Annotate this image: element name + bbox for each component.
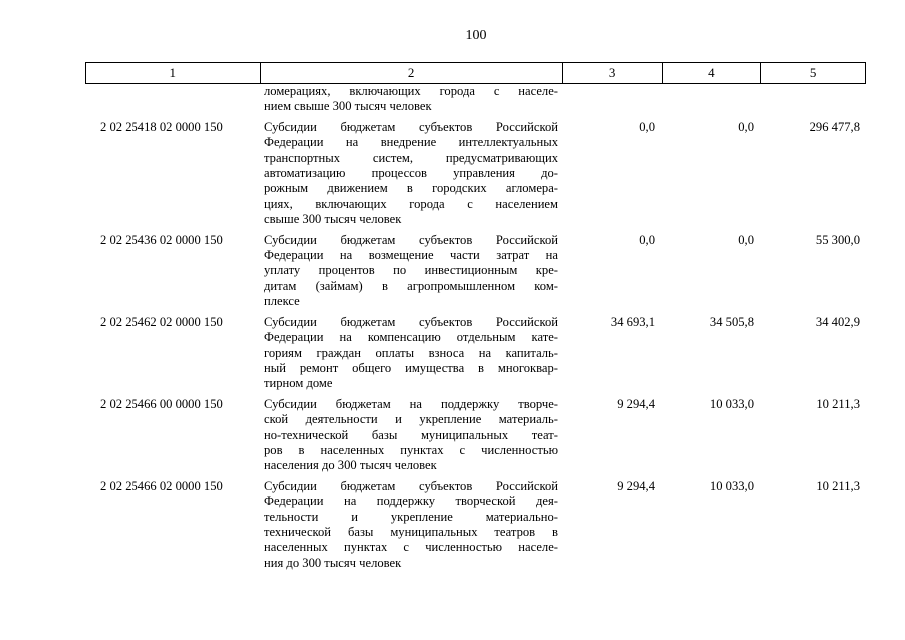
column-header-2: 2 xyxy=(261,63,563,83)
row-value-4: 0,0 xyxy=(738,119,754,134)
row-code: 2 02 25466 00 0000 150 xyxy=(100,396,223,411)
row-value-4: 34 505,8 xyxy=(709,314,754,329)
row-value-5: 55 300,0 xyxy=(815,232,860,247)
row-value-5: 34 402,9 xyxy=(815,314,860,329)
row-code: 2 02 25436 02 0000 150 xyxy=(100,232,223,247)
row-code xyxy=(85,84,260,89)
column-header-1: 1 xyxy=(86,63,261,83)
description-line: Субсидии бюджетам субъектов Российской xyxy=(264,478,558,493)
row-description xyxy=(260,84,563,115)
row-value-3: 9 294,4 xyxy=(617,478,655,493)
description-line: тельности и укрепление материально- xyxy=(264,509,558,524)
description-line: ров в населенных пунктах с численностью xyxy=(264,442,558,457)
row-code: 2 02 25466 02 0000 150 xyxy=(100,478,223,493)
row-value-5: 10 211,3 xyxy=(816,396,860,411)
description-line: населения до 300 тысяч человек xyxy=(264,458,437,473)
description-line: циях, включающих города с населением xyxy=(264,196,558,211)
description-line: населенных пунктах с численностью населе- xyxy=(264,540,558,555)
row-value-3: 0,0 xyxy=(639,119,655,134)
description-line: ломерациях, включающих города с населе- xyxy=(264,84,558,98)
table-body xyxy=(85,84,866,571)
description-line: но-технической базы муниципальных теат- xyxy=(264,427,558,442)
description-line: ской деятельности и укрепление материаль- xyxy=(264,412,558,427)
row-description xyxy=(260,310,563,392)
description-line: тирном доме xyxy=(264,376,333,391)
description-line: Субсидии бюджетам на поддержку творче- xyxy=(264,396,558,411)
column-header-4: 4 xyxy=(663,63,762,83)
description-line: Субсидии бюджетам субъектов Российской xyxy=(264,314,558,329)
table-row-continuation xyxy=(85,84,866,115)
description-line: транспортных систем, предусматривающих xyxy=(264,150,558,165)
row-value-5: 10 211,3 xyxy=(816,478,860,493)
row-value-3: 9 294,4 xyxy=(617,396,655,411)
row-code: 2 02 25418 02 0000 150 xyxy=(100,119,223,134)
description-line: Федерации на компенсацию отдельным кате- xyxy=(264,330,558,345)
description-line: рожным движением в городских агломера- xyxy=(264,181,558,196)
row-value-5: 296 477,8 xyxy=(809,119,860,134)
row-description xyxy=(260,474,563,571)
description-line: уплату процентов по инвестиционным кре- xyxy=(264,263,558,278)
description-line: гориям граждан оплаты взноса на капиталь- xyxy=(264,345,558,360)
row-value-3 xyxy=(563,84,663,89)
column-header-5: 5 xyxy=(809,65,817,80)
description-line: технической базы муниципальных театров в xyxy=(264,524,558,539)
table-row xyxy=(85,392,866,474)
row-description xyxy=(260,228,563,310)
row-value-4: 0,0 xyxy=(738,232,754,247)
description-line: нием свыше 300 тысяч человек xyxy=(264,99,432,114)
row-value-4: 10 033,0 xyxy=(709,478,754,493)
description-line: дитам (займам) в агропромышленном ком- xyxy=(264,278,558,293)
description-line: автоматизацию процессов управления до- xyxy=(264,166,558,181)
table-row xyxy=(85,115,866,228)
row-value-5 xyxy=(762,84,866,89)
description-line: ния до 300 тысяч человек xyxy=(264,555,402,570)
description-line: Субсидии бюджетам субъектов Российской xyxy=(264,119,558,134)
row-value-4 xyxy=(663,84,762,89)
table-row xyxy=(85,228,866,310)
column-header-3: 3 xyxy=(563,63,663,83)
description-line: ный ремонт общего имущества в многоквар- xyxy=(264,360,558,375)
row-value-3: 34 693,1 xyxy=(610,314,655,329)
row-value-3: 0,0 xyxy=(639,232,655,247)
table-row xyxy=(85,474,866,571)
row-description xyxy=(260,115,563,228)
description-line: плексе xyxy=(264,294,300,309)
description-line: Федерации на возмещение части затрат на xyxy=(264,248,558,263)
row-code: 2 02 25462 02 0000 150 xyxy=(100,314,223,329)
description-line: Субсидии бюджетам субъектов Российской xyxy=(264,232,558,247)
page-number: 100 xyxy=(465,28,487,43)
row-description xyxy=(260,392,563,474)
table-header xyxy=(85,62,866,84)
description-line: Федерации на поддержку творческой дея- xyxy=(264,494,558,509)
description-line: Федерации на внедрение интеллектуальных xyxy=(264,135,558,150)
description-line: свыше 300 тысяч человек xyxy=(264,212,402,227)
table-row xyxy=(85,310,866,392)
row-value-4: 10 033,0 xyxy=(709,396,754,411)
